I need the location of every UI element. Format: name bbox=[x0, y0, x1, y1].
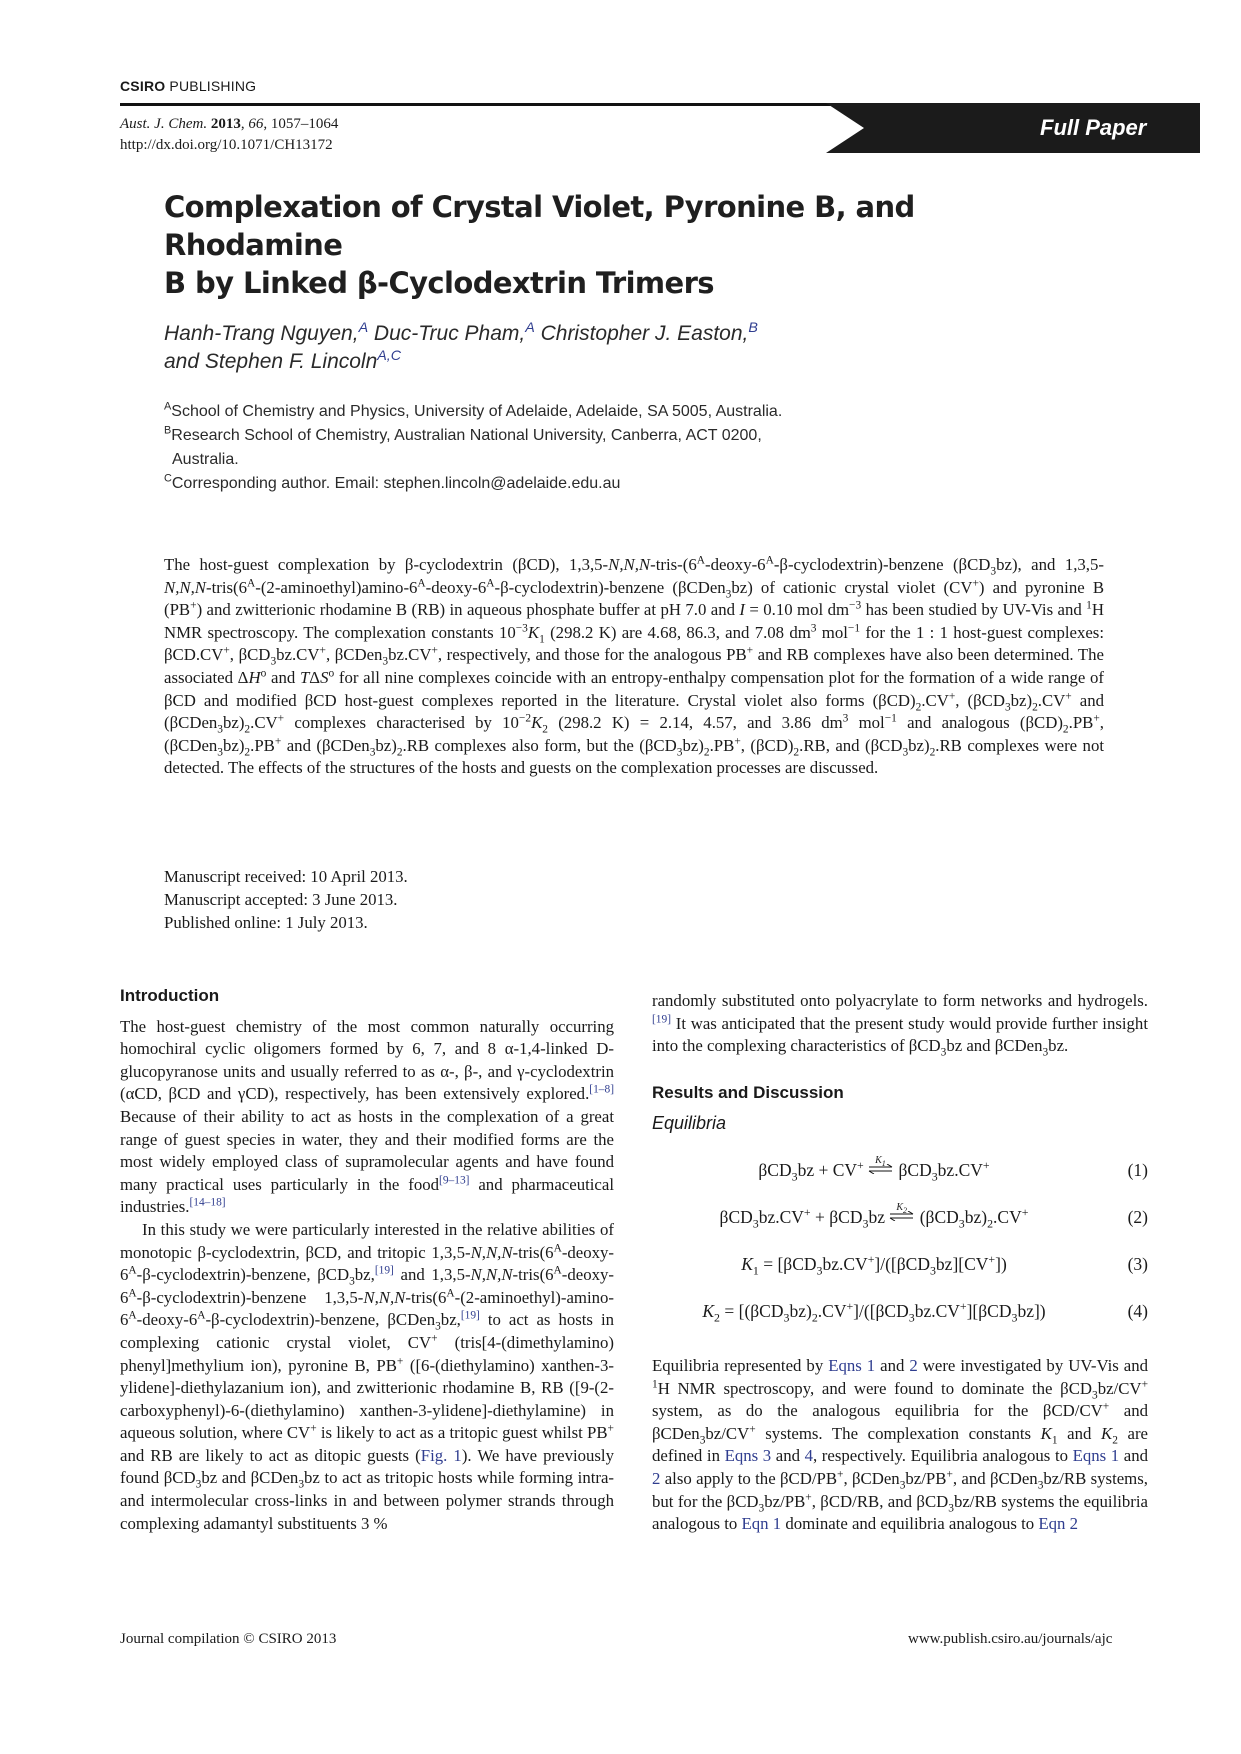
doi-link[interactable]: http://dx.doi.org/10.1071/CH13172 bbox=[120, 137, 333, 153]
footer-copyright: Journal compilation © CSIRO 2013 bbox=[120, 1631, 337, 1647]
equation-2: βCD$_3$bz.CV+ + βCD$_3$bz $K_2$ $(\beta CD_3bz)_2.CV^+$ (2) bbox=[719, 1201, 1148, 1231]
citation[interactable]: [1–8] bbox=[589, 1083, 614, 1096]
author-list: Hanh-Trang Nguyen,$^A$ Duc-Truc Pham,$^A$ Christopher J. Easton,$^B$ and Stephen F. Lincoln$^{A,C}$ bbox=[164, 320, 758, 373]
journal-reference: Aust. J. Chem. 2013, 66, 1057–1064 http://dx.doi.org/10.1071/CH13172 bbox=[120, 116, 339, 153]
date-online: Published online: 1 July 2013. bbox=[164, 912, 368, 932]
equation-number: (3) bbox=[1127, 1253, 1148, 1274]
equation-number: (4) bbox=[1127, 1300, 1148, 1321]
date-received: Manuscript received: 10 April 2013. bbox=[164, 867, 408, 886]
citation[interactable]: [14–18] bbox=[189, 1196, 226, 1209]
affiliation-c: $^C$Corresponding author. Email: stephen.lincoln@adelaide.edu.au bbox=[164, 472, 621, 492]
equation-link[interactable]: Eqn 2 bbox=[1038, 1514, 1078, 1534]
date-accepted: Manuscript accepted: 3 June 2013. bbox=[164, 889, 398, 909]
citation[interactable]: [9–13] bbox=[439, 1174, 470, 1187]
equation-3: $K_1 = [\beta CD_3bz.CV^+]/([\beta CD_3bz][CV^+])$ (3) bbox=[741, 1252, 1148, 1278]
intro-paragraph-1: The host-guest chemistry of the most common naturally occurring homochiral cyclic oligomers formed by 6, 7, and 8 α-1,4-linked D-glucopyranose units and usually referred to as α-, β-, and γ-cyclodextrin (αCD, βCD and γCD), respectively, has been extensively explored.[1–8] Because of their ability to act as hosts in the complexation of a great range of guest species in water, they and their modified forms are the most widely employed class of supramolecular agents and have found many practical uses particularly in the food[9–13] and pharmaceutical industries.[14–18] bbox=[120, 1016, 614, 1217]
equation-link[interactable]: 2 bbox=[652, 1468, 661, 1488]
affiliations bbox=[164, 400, 1064, 496]
subsection-heading-equilibria: Equilibria bbox=[652, 1113, 727, 1134]
equation-link[interactable]: Eqns 1 bbox=[828, 1355, 876, 1375]
equation-number: (2) bbox=[1127, 1206, 1148, 1227]
citation[interactable]: [19] bbox=[374, 1264, 394, 1277]
intro-paragraph-2-continued: randomly substituted onto polyacrylate to form networks and hydrogels.[19] It was anticipated that the present study would provide further insight into the complexing characteristics of βCD$_3$bz and βCDen$_3$bz. bbox=[652, 991, 1148, 1059]
equation-link[interactable]: Eqns 1 bbox=[1072, 1446, 1120, 1466]
equation-link[interactable]: 2 bbox=[909, 1355, 918, 1375]
citation[interactable]: [19] bbox=[652, 1013, 672, 1025]
article-type-label: Full Paper bbox=[1040, 115, 1147, 140]
abstract: The host-guest complexation by β-cyclodextrin (βCD), $1,3,5-N,N,N-tris-(6^A-deoxy-6^A-\beta-cyclodextrin)$-benzene (βCD$_3$bz), and $1,3,5-N,N,N-tris(6^A-(2-aminoethyl)amino-6^A-deoxy-6^A-\beta-cyclodextrin)$-benzene (βCDen$_3$bz) of cationic crystal violet (CV+) and pyronine B (PB+) and zwitterionic rhodamine B (RB) in aqueous phosphate buffer at pH 7.0 and I = 0.10 mol $dm^{-3}$ has been studied by UV-Vis and $^1$H NMR spectroscopy. The complexation constants $10^{-3}K_1$ (298.2 K) are 4.68, 86.3, and 7.08 $dm^3$ mol$^{-1}$ for the 1 : 1 host-guest complexes: βCD.CV+, βCD$_3$bz.CV+, βCDen$_3$bz.CV+, respectively, and those for the analogous PB+ and RB complexes have also been determined. The associated $\Delta H^o$ and TΔS$^o$ for all nine complexes coincide with an entropy-enthalpy compensation plot for the formation of a wide range of βCD and modified βCD host-guest complexes reported in the literature. Crystal violet also forms $(\beta CD)_2.CV^+$, $(\beta CD_3bz)_2.CV^+$ and $(\beta CDen_3bz)_2.CV^+$ complexes characterised by $10^{-2}K_2$ (298.2 K) = 2.14, 4.57, and 3.86 $dm^3$ mol$^{-1}$ and analogous $(\beta CD)_2.PB^+$, $(\beta CDen_3bz)_2.PB^+$ and $(\beta CDen_3bz)_2.RB$ complexes also form, but the $(\beta CD_3bz)_2.PB^+$, $(\beta CD)_2.RB$, and $(\beta CD_3bz)_2.RB$ complexes were not detected. The effects of the structures of the hosts and guests on the complexation processes are discussed. bbox=[164, 554, 1105, 778]
affiliation-b: $^B$Research School of Chemistry, Australian National University, Canberra, ACT 0200, Australia. bbox=[164, 424, 762, 468]
figure-link[interactable]: Fig. 1 bbox=[420, 1445, 462, 1465]
right-column bbox=[652, 990, 1148, 1536]
equation-1: βCD$_3$bz + CV+ $K_1$ βCD$_3$bz.CV+ (1) bbox=[758, 1154, 1148, 1184]
results-paragraph-1: Equilibria represented by Eqns 1 and 2 were investigated by UV-Vis and $^1$H NMR spectroscopy, and were found to dominate the βCD$_3$bz/CV+ system, as do the analogous equilibria for the βCD/CV+ and βCDen$_3$bz/CV+ systems. The complexation constants $K_1$ and $K_2$ are defined in Eqns 3 and 4, respectively. Equilibria analogous to Eqns 1 and 2 also apply to the βCD/PB+, βCDen$_3$bz/PB+, and βCDen$_3$bz/RB systems, but for the βCD$_3$bz/PB+, βCD/RB, and βCD$_3$bz/RB systems the equilibria analogous to Eqn 1 dominate and equilibria analogous to Eqn 2 bbox=[652, 1355, 1149, 1534]
equation-link[interactable]: 4 bbox=[804, 1446, 813, 1466]
left-column bbox=[120, 985, 614, 1535]
footer-url[interactable]: www.publish.csiro.au/journals/ajc bbox=[908, 1631, 1113, 1647]
citation[interactable]: [19] bbox=[460, 1309, 480, 1322]
affiliation-a: $^A$School of Chemistry and Physics, University of Adelaide, Adelaide, SA 5005, Australia. bbox=[164, 400, 783, 420]
section-heading-results: Results and Discussion bbox=[652, 1082, 844, 1102]
equation-4: $K_2 = [(\beta CD_3bz)_2.CV^+]/([\beta CD_3bz.CV^+][\beta CD_3bz])$ (4) bbox=[702, 1299, 1148, 1325]
equilibrium-arrow-icon: $K_1$ bbox=[868, 1162, 894, 1178]
paper-title: Complexation of Crystal Violet, Pyronine B, and Rhodamine B by Linked β-Cyclodextrin Trimers bbox=[164, 190, 915, 300]
publisher-name: CSIRO PUBLISHING bbox=[120, 78, 257, 94]
equation-number: (1) bbox=[1127, 1159, 1148, 1180]
intro-paragraph-2: In this study we were particularly interested in the relative abilities of monotopic β-cyclodextrin, βCD, and tritopic $1,3,5-N,N,N-tris(6^A-deoxy-6^A-\beta-cyclodextrin)$-benzene, βCD$_3$bz,[19] and $1,3,5-N,N,N-tris(6^A-deoxy-6^A-\beta-cyclodextrin)$-benzene $1,3,5-N,N,N-tris(6^A-(2-aminoethyl)-amino-6^A-deoxy-6^A-\beta-cyclodextrin)$-benzene, βCDen$_3$bz,[19] to act as hosts in complexing cationic crystal violet, CV+ (tris[4-(dimethylamino) phenyl]methylium ion), pyronine B, PB+ ([6-(diethylamino) xanthen-3-ylidene]-diethylazanium ion), and zwitterionic rhodamine B, RB ([9-(2-carboxyphenyl)-6-(diethylamino) xanthen-3-ylidene]-diethylamine) in aqueous solution, where CV+ is likely to act as a tritopic guest whilst PB+ and RB are likely to act as ditopic guests (Fig. 1). We have previously found βCD$_3$bz and βCDen$_3$bz to act as tritopic hosts while forming intra- and intermolecular cross-links in and between polymer strands through complexing adamantyl substituents 3 % bbox=[120, 1219, 615, 1533]
equilibrium-arrow-icon: $K_2$ bbox=[889, 1209, 915, 1225]
equation-link[interactable]: Eqn 1 bbox=[741, 1514, 782, 1534]
manuscript-dates bbox=[164, 866, 408, 934]
equation-link[interactable]: Eqns 3 bbox=[724, 1446, 772, 1466]
section-heading-introduction: Introduction bbox=[120, 986, 220, 1005]
